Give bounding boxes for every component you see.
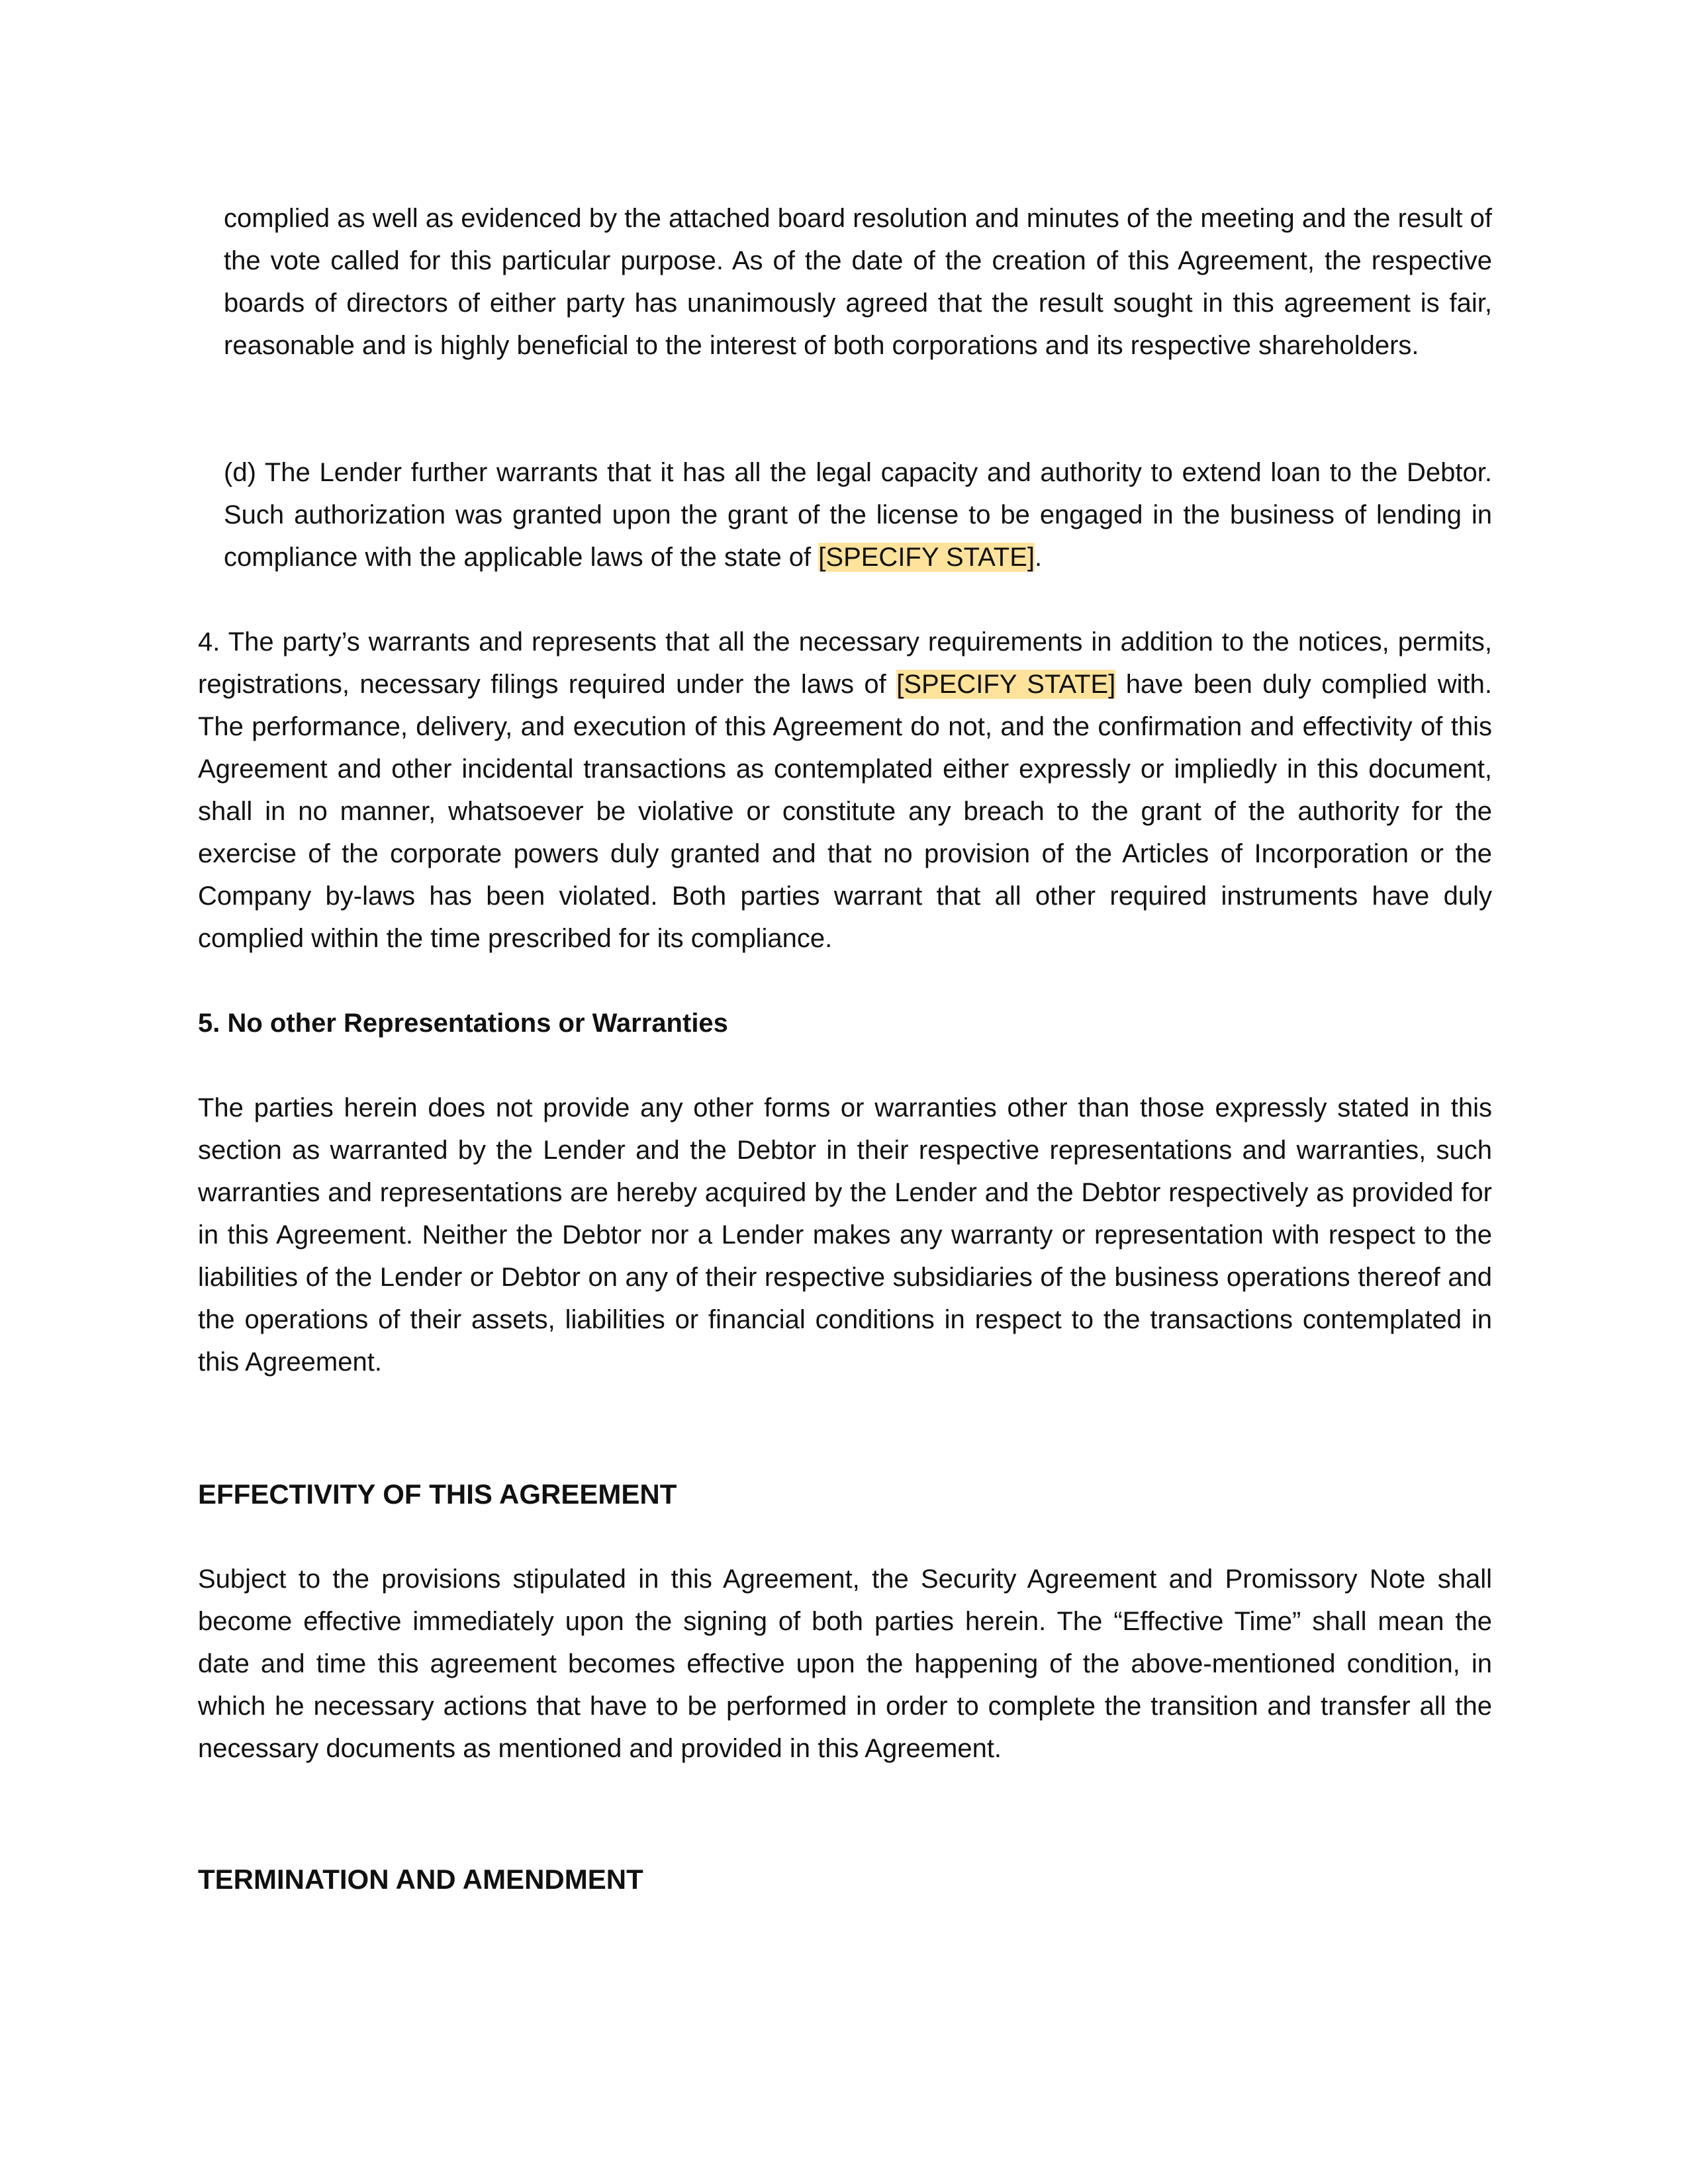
paragraph-text-end: . (1035, 543, 1043, 572)
paragraph-text: 4. The party’s warrants and represents that all the necessary requirements in addition to the notices, permits, registrations, necessary filings required under the laws of (198, 627, 1492, 699)
paragraph-lender-warranty-d (224, 451, 1492, 578)
paragraph-text-end: have been duly complied with. The performance, delivery, and execution of this Agreement do not, and the confirmation and effectivity of this Agreement and other incidental transactions as contemplated either expressly or impliedly in this document, shall in no manner, whatsoever be violative or constitute any breach to the grant of the authority for the exercise of the corporate powers duly granted and that no provision of the Articles of Incorporation or the Company by-laws has been violated. Both parties warrant that all other required instruments have duly complied within the time prescribed for its compliance. (198, 670, 1492, 953)
effectivity-heading: EFFECTIVITY OF THIS AGREEMENT (198, 1479, 677, 1510)
paragraph-text: complied as well as evidenced by the attached board resolution and minutes of the meeting and the result of the vote called for this particular purpose. As of the date of the creation of this Agreement, the respective boards of directors of either party has unanimously agreed that the result sought in this agreement is fair, reasonable and is highly beneficial to the interest of both corporations and its respective shareholders. (224, 204, 1492, 360)
paragraph-effectivity (198, 1558, 1492, 1770)
paragraph-board-resolution (224, 197, 1492, 367)
paragraph-clause-4 (198, 621, 1492, 960)
paragraph-text: (d) The Lender further warrants that it has all the legal capacity and authority to extend loan to the Debtor. Such authorization was granted upon the grant of the license to be engaged in the business of lending in compliance with the applicable laws of the state of (224, 458, 1492, 572)
clause-5-heading: 5. No other Representations or Warranties (198, 1009, 728, 1038)
placeholder-highlight-specify-state: [SPECIFY STATE] (896, 670, 1116, 699)
paragraph-text: The parties herein does not provide any other forms or warranties other than those expressly stated in this section as warranted by the Lender and the Debtor in their respective representations and warranties, such warranties and representations are hereby acquired by the Lender and the Debtor respectively as provided for in this Agreement. Neither the Debtor nor a Lender makes any warranty or representation with respect to the liabilities of the Lender or Debtor on any of their respective subsidiaries of the business operations thereof and the operations of their assets, liabilities or financial conditions in respect to the transactions contemplated in this Agreement. (198, 1093, 1492, 1377)
paragraph-clause-5 (198, 1087, 1492, 1383)
paragraph-text: Subject to the provisions stipulated in this Agreement, the Security Agreement and Promissory Note shall become effective immediately upon the signing of both parties herein. The “Effective Time” shall mean the date and time this agreement becomes effective upon the happening of the above-mentioned condition, in which he necessary actions that have to be performed in order to complete the transition and transfer all the necessary documents as mentioned and provided in this Agreement. (198, 1565, 1492, 1763)
placeholder-highlight-specify-state: [SPECIFY STATE] (818, 543, 1035, 572)
termination-heading: TERMINATION AND AMENDMENT (198, 1864, 643, 1895)
